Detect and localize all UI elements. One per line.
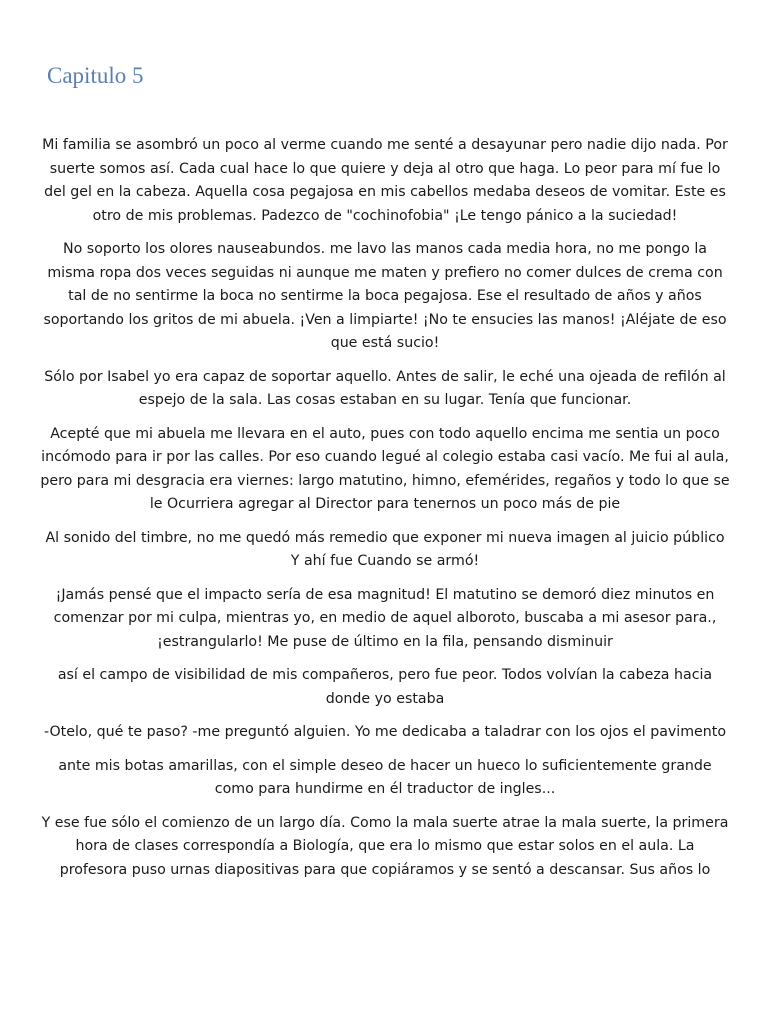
paragraph: No soporto los olores nauseabundos. me lavo las manos cada media hora, no me pongo la misma ropa dos veces seguidas ni aunque me maten y prefiero no comer dulces de crema con tal de no sentirme la boca no sentirme la boca pegajosa. Ese el resultado de años y años soportando los gritos de mi abuela. ¡Ven a limpiarte! ¡No te ensucies las manos! ¡Aléjate de eso que está sucio! bbox=[43, 241, 727, 351]
paragraph: Mi familia se asombró un poco al verme cuando me senté a desayunar pero nadie dijo nada. Por suerte somos así. Cada cual hace lo que quiere y deja al otro que haga. Lo peor para mí fue lo del gel en la cabeza. Aquella cosa pegajosa en mis cabellos medaba deseos de vomitar. Este es otro de mis problemas. Padezco de "cochinofobia" ¡Le tengo pánico a la suciedad! bbox=[42, 137, 728, 224]
paragraph: -Otelo, qué te paso? -me preguntó alguien. Yo me dedicaba a taladrar con los ojos el pavimento bbox=[43, 724, 727, 740]
paragraph: Sólo por Isabel yo era capaz de soportar aquello. Antes de salir, le eché una ojeada de refilón al espejo de la sala. Las cosas estaban en su lugar. Tenía que funcionar. bbox=[44, 368, 726, 408]
chapter-body bbox=[40, 134, 730, 892]
paragraph: Acepté que mi abuela me llevara en el auto, pues con todo aquello encima me sentia un poco incómodo para ir por las calles. Por eso cuando legué al colegio estaba casi vacío. Me fui al aula, pero para mi desgracia era viernes: largo matutino, himno, efemérides, regaños y todo lo que se le Ocurriera agregar al Director para tenernos un poco más de pie bbox=[40, 425, 730, 512]
paragraph: Y ese fue sólo el comienzo de un largo día. Como la mala suerte atrae la mala suerte, la primera hora de clases correspondía a Biología, que era lo mismo que estar solos en el aula. La profesora puso urnas diapositivas para que copiáramos y se sentó a descansar. Sus años lo bbox=[41, 814, 729, 878]
chapter-title: Capitulo 5 bbox=[47, 63, 144, 88]
paragraph: ¡Jamás pensé que el impacto sería de esa magnitud! El matutino se demoró diez minutos en comenzar por mi culpa, mientras yo, en medio de aquel alboroto, buscaba a mi asesor para.,¡estrangularlo! Me puse de último en la fila, pensando disminuir bbox=[53, 586, 717, 650]
paragraph: así el campo de visibilidad de mis compañeros, pero fue peor. Todos volvían la cabeza hacia donde yo estaba bbox=[57, 667, 713, 707]
paragraph: Al sonido del timbre, no me quedó más remedio que exponer mi nueva imagen al juicio público Y ahí fue Cuando se armó! bbox=[45, 529, 725, 569]
paragraph: ante mis botas amarillas, con el simple deseo de hacer un hueco lo suficientemente grande como para hundirme en él traductor de ingles... bbox=[58, 757, 712, 797]
